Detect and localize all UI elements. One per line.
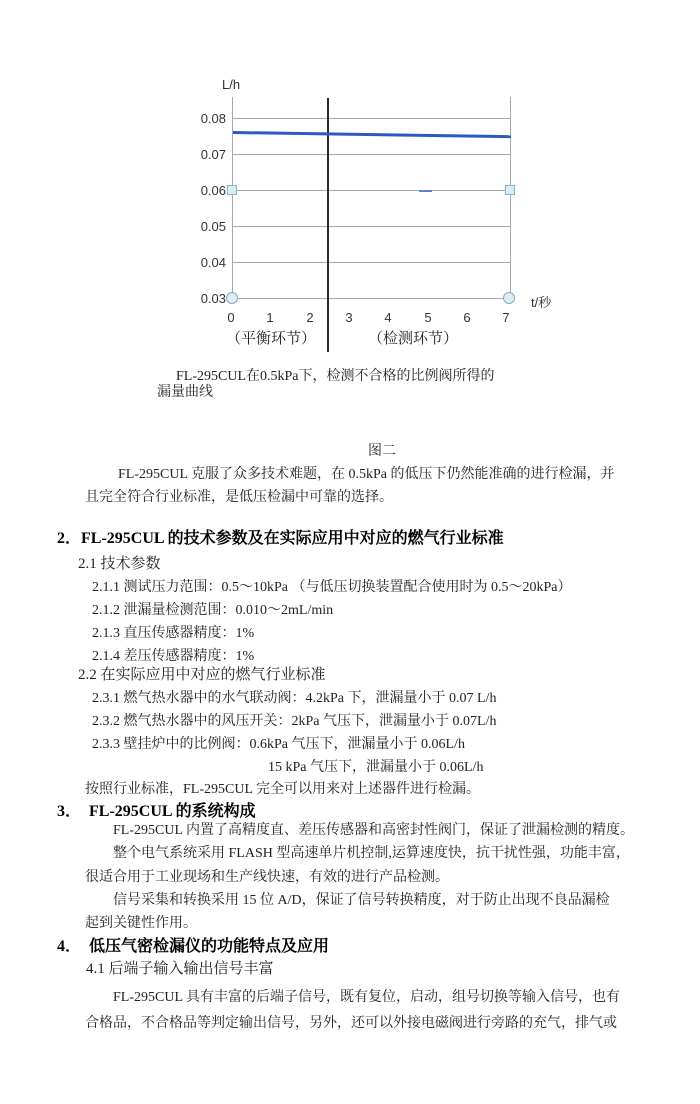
x-tick-label: 1 — [266, 310, 274, 325]
doc-line: 起到关键性作用。 — [85, 916, 197, 931]
gridline — [232, 190, 511, 191]
figure-number-label: 图二 — [368, 444, 396, 459]
x-tick-label: 0 — [227, 310, 235, 325]
square-marker — [505, 185, 515, 195]
line-fragment — [419, 190, 432, 192]
doc-line: FL-295CUL 内置了高精度直、差压传感器和高密封性阀门，保证了泄漏检测的精度。 — [113, 823, 634, 838]
gridline — [232, 298, 511, 299]
doc-line: FL-295CUL 克服了众多技术难题，在 0.5kPa 的低压下仍然能准确的进行检漏，并 — [118, 467, 615, 482]
doc-line: 2.3.3 壁挂炉中的比例阀：0.6kPa 气压下，泄漏量小于 0.06L/h — [92, 737, 465, 752]
plot-right-border — [510, 97, 511, 299]
x-tick-label: 4 — [384, 310, 392, 325]
y-tick-label: 0.07 — [200, 147, 226, 162]
doc-line: 2.1.4 差压传感器精度：1% — [92, 649, 255, 664]
y-tick-label: 0.06 — [200, 183, 226, 198]
doc-line: 合格品，不合格品等判定输出信号，另外，还可以外接电磁阀进行旁路的充气，排气或 — [85, 1016, 617, 1031]
subsection-heading-2-1: 2.1 技术参数 — [78, 556, 161, 572]
y-tick-label: 0.04 — [200, 255, 226, 270]
figure-caption-line1: FL-295CUL在0.5kPa下，检测不合格的比例阀所得的 — [176, 369, 495, 384]
square-marker — [227, 185, 237, 195]
y-axis-line — [232, 97, 233, 299]
y-axis-label: L/h — [222, 77, 241, 92]
gridline — [232, 226, 511, 227]
phase-divider-line — [327, 98, 329, 352]
phase-label-balance: （平衡环节） — [225, 331, 316, 347]
doc-line: 2.3.1 燃气热水器中的水气联动阀：4.2kPa 下，泄漏量小于 0.07 L/h — [92, 691, 497, 706]
doc-line: 2.1.2 泄漏量检测范围：0.010～2mL/min — [92, 603, 334, 618]
x-tick-label: 6 — [463, 310, 471, 325]
doc-line: 2.3.2 燃气热水器中的风压开关：2kPa 气压下，泄漏量小于 0.07L/h — [92, 714, 497, 729]
section-heading-3: 3． FL-295CUL 的系统构成 — [57, 803, 256, 820]
doc-line: 按照行业标准，FL-295CUL 完全可以用来对上述器件进行检漏。 — [85, 782, 480, 797]
gridline — [232, 118, 511, 119]
y-tick-label: 0.08 — [200, 111, 226, 126]
x-tick-label: 5 — [424, 310, 432, 325]
doc-line: 整个电气系统采用 FLASH 型高速单片机控制,运算速度快，抗干扰性强，功能丰富， — [113, 846, 630, 861]
x-tick-label: 7 — [502, 310, 510, 325]
y-tick-label: 0.05 — [200, 219, 226, 234]
y-tick-label: 0.03 — [200, 291, 226, 306]
figure-caption-line2: 漏量曲线 — [157, 385, 213, 400]
section-heading-2: 2．FL-295CUL 的技术参数及在实际应用中对应的燃气行业标准 — [57, 530, 504, 547]
doc-line: 很适合用于工业现场和生产线快速，有效的进行产品检测。 — [85, 870, 449, 885]
doc-line: 且完全符合行业标准，是低压检漏中可靠的选择。 — [85, 490, 393, 505]
x-axis-label: t/秒 — [531, 295, 552, 310]
section-heading-4: 4． 低压气密检漏仪的功能特点及应用 — [57, 938, 330, 955]
subsection-heading-4-1: 4.1 后端子输入输出信号丰富 — [86, 961, 274, 977]
circle-marker — [503, 292, 515, 304]
doc-line: FL-295CUL 具有丰富的后端子信号，既有复位，启动，组号切换等输入信号，也有 — [113, 990, 620, 1005]
subsection-heading-2-2: 2.2 在实际应用中对应的燃气行业标准 — [78, 667, 326, 683]
doc-line: 2.1.3 直压传感器精度：1% — [92, 626, 255, 641]
leak-rate-line — [233, 131, 511, 138]
doc-line: 信号采集和转换采用 15 位 A/D，保证了信号转换精度，对于防止出现不良品漏检 — [113, 893, 610, 908]
doc-line: 2.1.1 测试压力范围：0.5～10kPa （与低压切换装置配合使用时为 0.5～20kPa） — [92, 580, 572, 595]
gridline — [232, 154, 511, 155]
x-tick-label: 2 — [306, 310, 314, 325]
phase-label-detect: （检测环节） — [367, 331, 458, 347]
circle-marker — [226, 292, 238, 304]
gridline — [232, 262, 511, 263]
x-tick-label: 3 — [345, 310, 353, 325]
doc-line: 15 kPa 气压下，泄漏量小于 0.06L/h — [268, 760, 484, 775]
